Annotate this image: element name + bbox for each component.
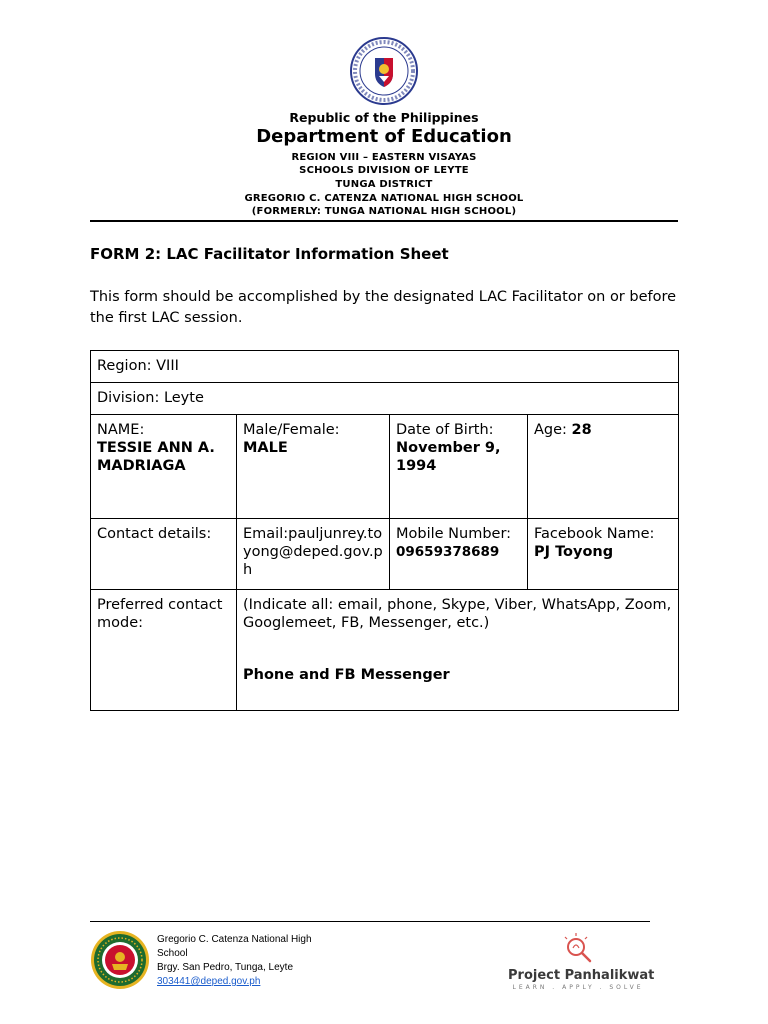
sex-label: Male/Female:: [243, 422, 340, 438]
age-cell: [528, 415, 679, 519]
department-heading: Department of Education: [256, 126, 512, 147]
form-intro: This form should be accomplished by the designated LAC Facilitator on or before the first LAC session.: [90, 289, 677, 326]
table-row: [91, 383, 679, 415]
table-row: [91, 519, 679, 590]
preferred-label-cell: Preferred contact mode:: [91, 590, 237, 711]
age-label: Age:: [534, 422, 567, 438]
preferred-value-cell: [237, 590, 679, 711]
dob-value: November 9, 1994: [396, 440, 501, 474]
sex-cell: [237, 415, 390, 519]
former-name-line: (FORMERLY: TUNGA NATIONAL HIGH SCHOOL): [251, 206, 517, 217]
dob-cell: [390, 415, 528, 519]
school-line: GREGORIO C. CATENZA NATIONAL HIGH SCHOOL: [244, 193, 524, 204]
facebook-cell: [528, 519, 679, 590]
division-line: SCHOOLS DIVISION OF LEYTE: [299, 165, 469, 176]
header-divider: [90, 220, 678, 222]
footer-address: Brgy. San Pedro, Tunga, Leyte: [157, 962, 294, 973]
deped-seal-icon: [349, 36, 419, 106]
footer-email-link[interactable]: 303441@deped.gov.ph: [157, 976, 261, 987]
name-label: NAME:: [97, 422, 145, 438]
district-line: TUNGA DISTRICT: [335, 179, 433, 190]
region-cell: Region: VIII: [91, 351, 679, 383]
dob-label: Date of Birth:: [396, 422, 494, 438]
footer-address-block: [157, 933, 337, 989]
region-line: REGION VIII – EASTERN VISAYAS: [291, 152, 477, 163]
preferred-value: Phone and FB Messenger: [243, 667, 450, 683]
form-title: FORM 2: LAC Facilitator Information Sheet: [90, 245, 449, 263]
school-seal-icon: [90, 930, 150, 990]
name-cell: [91, 415, 237, 519]
table-row: [91, 351, 679, 383]
footer-school-name: Gregorio C. Catenza National High School: [157, 934, 312, 959]
republic-heading: Republic of the Philippines: [289, 110, 479, 125]
preferred-hint: (Indicate all: email, phone, Skype, Viber, WhatsApp, Zoom, Googlemeet, FB, Messenger, etc.): [243, 597, 672, 631]
sex-value: MALE: [243, 440, 288, 456]
table-row: [91, 415, 679, 519]
facilitator-info-table: [90, 350, 679, 711]
name-value: TESSIE ANN A. MADRIAGA: [97, 440, 215, 474]
facebook-label: Facebook Name:: [534, 526, 655, 542]
email-cell: Email:pauljunrey.toyong@deped.gov.ph: [237, 519, 390, 590]
magnifier-bulb-icon: [561, 932, 595, 966]
age-value: 28: [571, 422, 592, 438]
project-tagline: LEARN . APPLY . SOLVE: [512, 984, 644, 991]
project-logo: [508, 932, 655, 1002]
footer-divider: [90, 921, 650, 922]
mobile-value: 09659378689: [396, 544, 500, 560]
project-name: Project Panhalikwat: [508, 968, 655, 983]
mobile-cell: [390, 519, 528, 590]
mobile-label: Mobile Number:: [396, 526, 512, 542]
table-row: [91, 590, 679, 711]
facebook-value: PJ Toyong: [534, 544, 614, 560]
division-cell: Division: Leyte: [91, 383, 679, 415]
contact-label-cell: Contact details:: [91, 519, 237, 590]
